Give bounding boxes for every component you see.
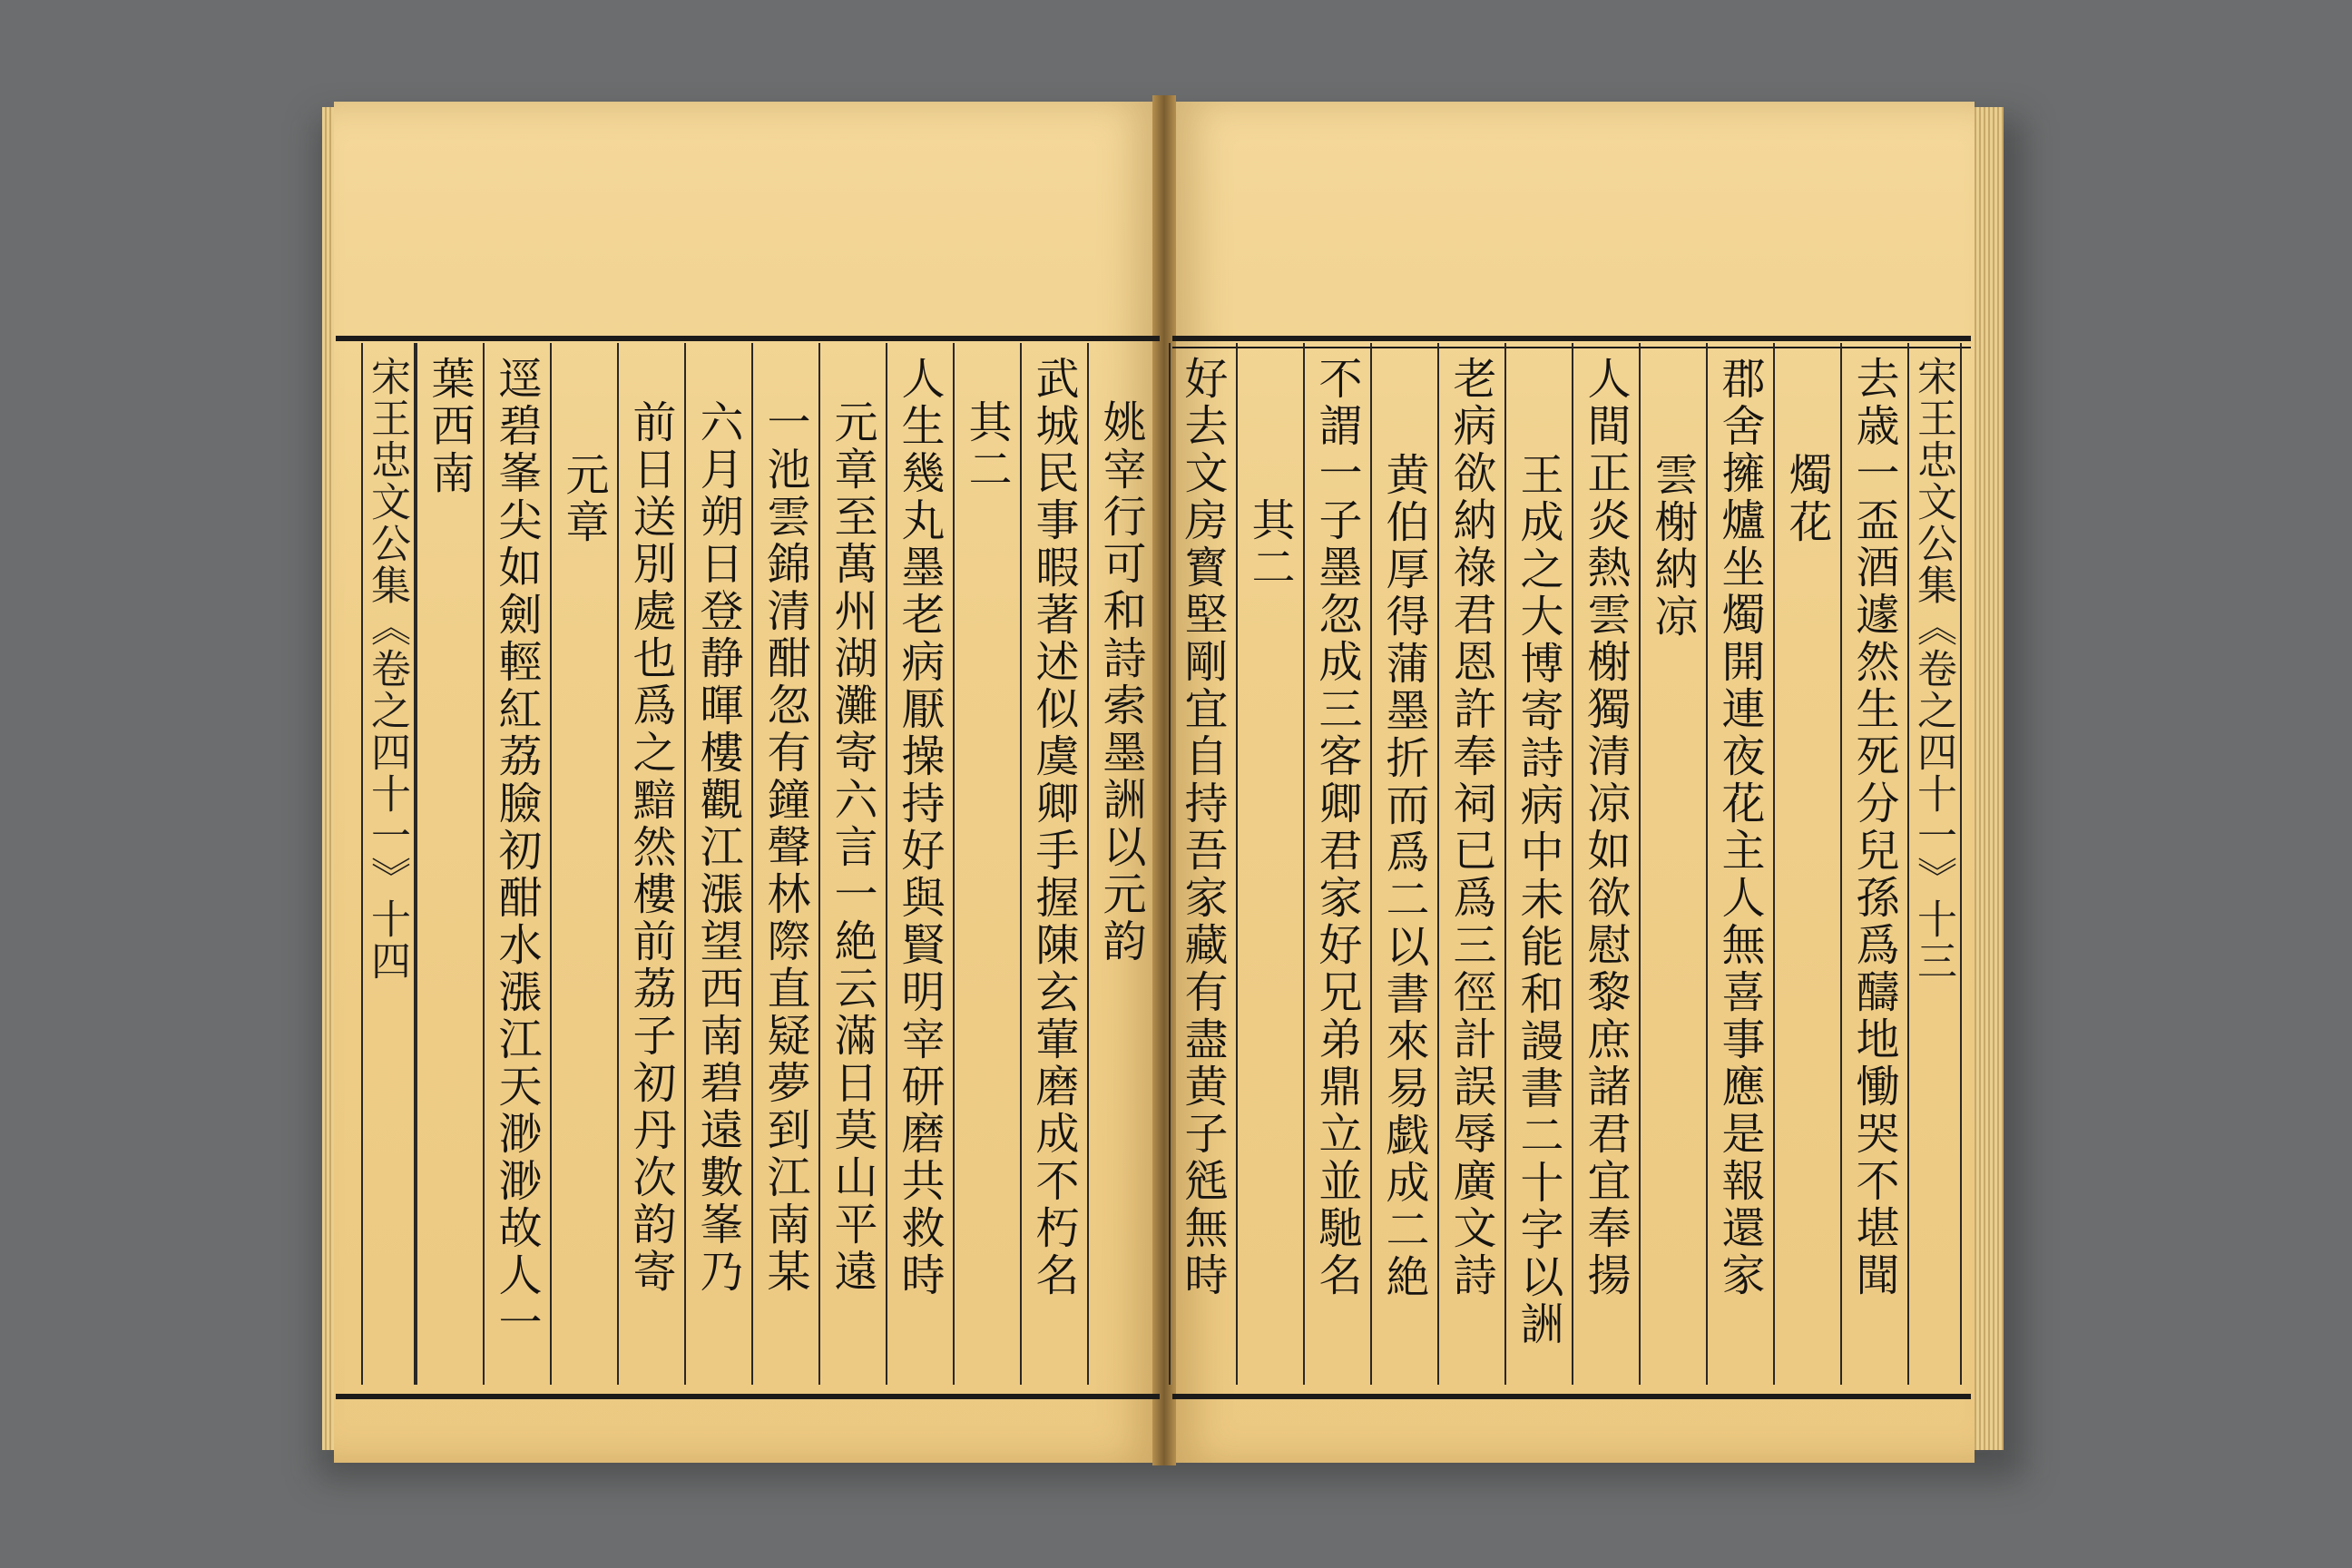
text-column: 一池雲錦清酣忽有鐘聲林際直疑夢到江南某	[751, 343, 818, 1385]
left-page-banner	[361, 343, 416, 1385]
fishtail-marker: 《	[1910, 606, 1956, 648]
left-page-columns	[347, 343, 1154, 1385]
left-volume-label: 卷之四十一	[364, 648, 410, 857]
text-column: 元章	[550, 343, 617, 1385]
poem-title-column: 雲榭納凉	[1639, 343, 1706, 1385]
fishtail-marker: 》	[1910, 857, 1956, 898]
right-margin-title: 宋王忠文公集	[1910, 356, 1956, 606]
text-column: 人生幾丸墨老病厭操持好與賢明宰研磨共救時	[886, 343, 953, 1385]
text-column: 好去文房寳堅剛宜自持吾家藏有盡黄子毤無時	[1169, 343, 1236, 1385]
poem-title-column: 燭花	[1773, 343, 1840, 1385]
text-column: 前日送別處也爲之黯然樓前荔子初丹次韵寄	[617, 343, 684, 1385]
fishtail-marker: 》	[364, 857, 410, 898]
right-volume-label: 卷之四十一	[1910, 648, 1956, 857]
right-folio-number: 十三	[1910, 898, 1956, 982]
left-folio-number: 十四	[364, 898, 410, 982]
text-column: 武城民事暇著述似虞卿手握陳玄葷磨成不朽名	[1020, 343, 1087, 1385]
right-page-banner	[1907, 343, 1962, 1385]
text-column: 逕碧峯尖如劍輕紅荔臉初酣水漲江天渺渺故人一	[483, 343, 550, 1385]
text-column: 葉西南	[416, 343, 483, 1385]
text-column: 郡舍擁爐坐燭開連夜花主人無喜事應是報還家	[1706, 343, 1773, 1385]
poem-title-column: 其二	[1236, 343, 1303, 1385]
text-column: 元章至萬州湖灘寄六言一絶云滿日莫山平遠	[818, 343, 886, 1385]
poem-title-column: 黄伯厚得蒲墨折而爲二以書來易戯成二絶	[1370, 343, 1437, 1385]
text-column: 不謂一子墨忽成三客卿君家好兄弟鼎立並馳名	[1303, 343, 1370, 1385]
left-margin-title: 宋王忠文公集	[364, 356, 410, 606]
text-column: 去歳一盃酒遽然生死分兒孫爲醻地慟哭不堪聞	[1840, 343, 1907, 1385]
right-page-columns	[1177, 343, 1962, 1385]
poem-title-column: 王成之大博寄詩病中未能和謾書二十字以詶	[1504, 343, 1572, 1385]
text-column: 人間正炎熱雲榭獨清凉如欲慰黎庶諸君宜奉揚	[1572, 343, 1639, 1385]
poem-title-column: 姚宰行可和詩索墨詶以元韵	[1087, 343, 1154, 1385]
poem-title-column: 其二	[953, 343, 1020, 1385]
text-column: 六月朔日登静暉樓觀江漲望西南碧遠數峯乃	[684, 343, 751, 1385]
fishtail-marker: 《	[364, 606, 410, 648]
text-column: 老病欲納祿君恩許奉祠已爲三徑計誤辱廣文詩	[1437, 343, 1504, 1385]
